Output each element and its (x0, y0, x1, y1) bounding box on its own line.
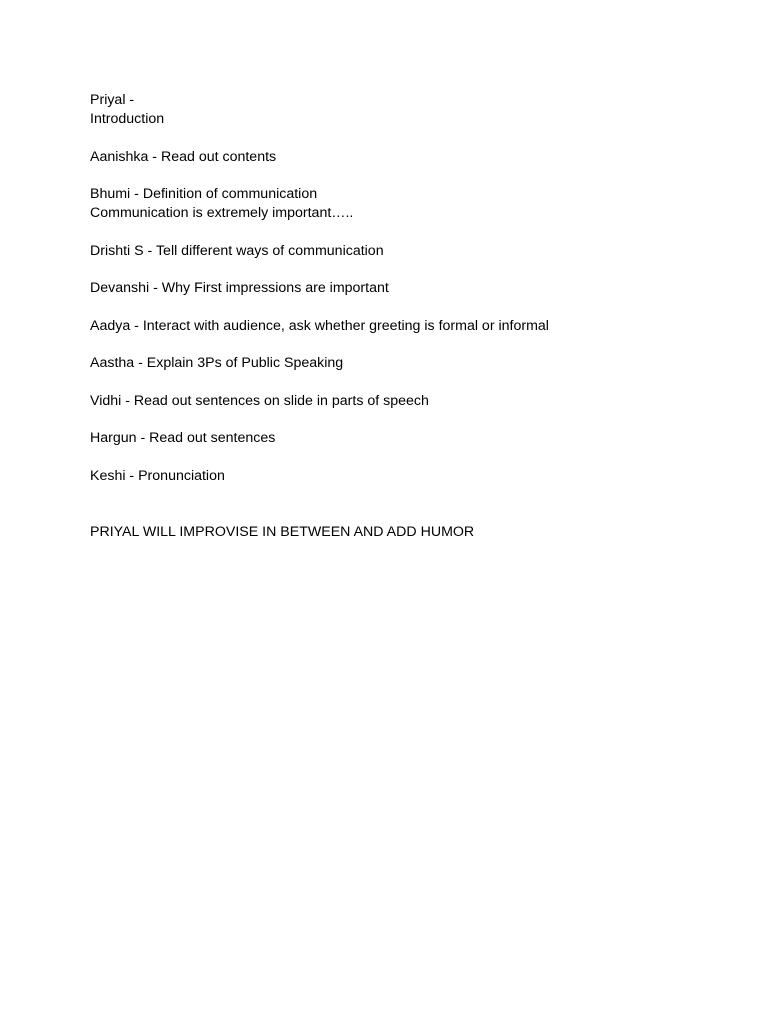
paragraph-priyal (90, 91, 730, 129)
text-line: Devanshi - Why First impressions are important (90, 280, 389, 296)
paragraph-aadya (90, 317, 730, 336)
text-line: Drishti S - Tell different ways of communication (90, 242, 384, 259)
paragraph-aanishka (90, 148, 730, 167)
paragraph-devanshi (90, 279, 730, 298)
paragraph-keshi (90, 467, 730, 486)
text-line: Aadya - Interact with audience, ask whether greeting is formal or informal (90, 317, 549, 334)
text-line: Bhumi - Definition of communication (90, 186, 318, 202)
paragraph-vidhi (90, 392, 730, 411)
closing-note: PRIYAL WILL IMPROVISE IN BETWEEN AND ADD HUMOR (90, 523, 475, 540)
text-line: Aastha - Explain 3Ps of Public Speaking (90, 355, 344, 371)
text-line: Introduction (90, 111, 165, 127)
paragraph-bhumi (90, 185, 730, 223)
text-line: Hargun - Read out sentences (90, 430, 276, 446)
text-line: Communication is extremely important….. (90, 205, 354, 221)
paragraph-drishti (90, 242, 730, 261)
text-line: Aanishka - Read out contents (90, 148, 277, 165)
paragraph-hargun (90, 429, 730, 448)
text-line: Vidhi - Read out sentences on slide in parts of speech (90, 392, 429, 409)
text-line: Keshi - Pronunciation (90, 467, 225, 484)
document-body (90, 91, 730, 556)
text-line: Priyal - (90, 92, 135, 108)
paragraph-aastha (90, 354, 730, 373)
